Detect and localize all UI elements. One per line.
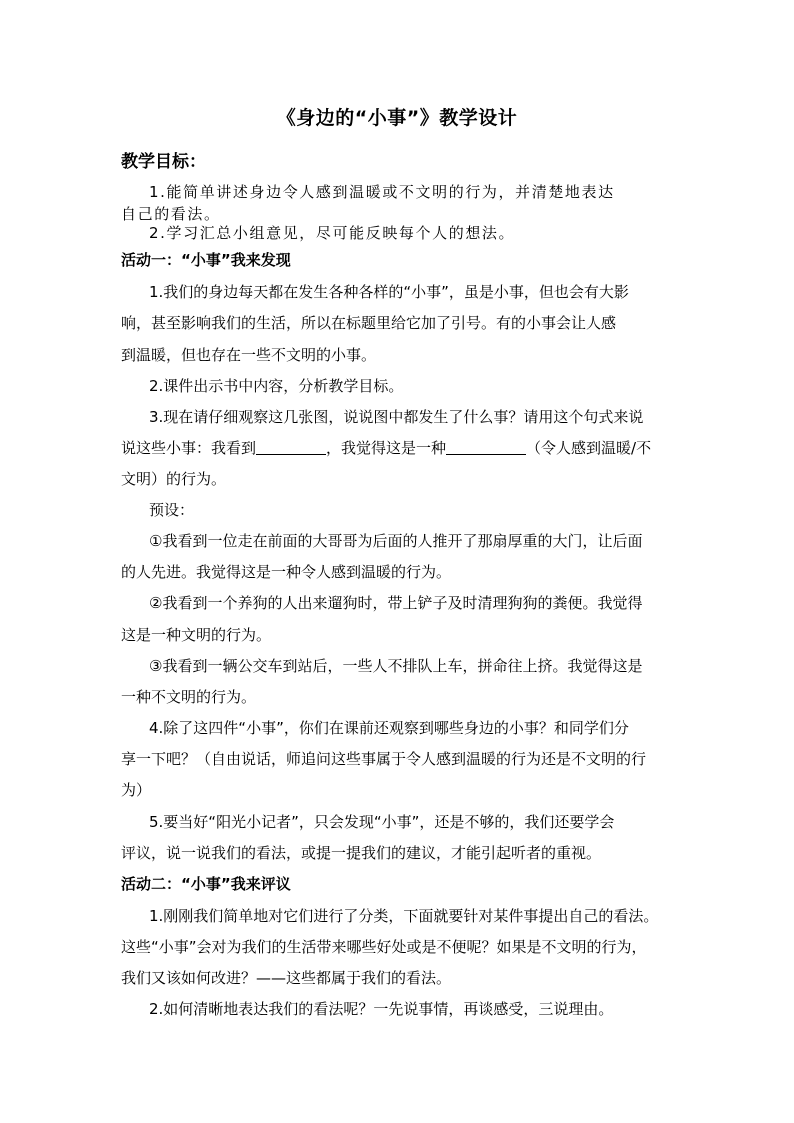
goal-1-line-1: 1.能简单讲述身边令人感到温暖或不文明的行为，并清楚地表达 xyxy=(149,183,615,201)
a1-p3-line-3: 文明）的行为。 xyxy=(121,470,227,488)
a1-p3-line-2 xyxy=(121,437,681,458)
a2-p2: 2.如何清晰地表达我们的看法呢？一先说事情，再谈感受，三说理由。 xyxy=(149,1000,614,1018)
example-3-line-1: ③我看到一辆公交车到站后，一些人不排队上车，拼命往上挤。我觉得这是 xyxy=(149,657,643,675)
fill-blank-1 xyxy=(256,440,326,455)
goals-heading: 教学目标： xyxy=(121,152,206,172)
activity-1-heading: 活动一：“小事”我来发现 xyxy=(121,251,291,269)
a1-p1-line-2: 响，甚至影响我们的生活，所以在标题里给它加了引号。有的小事会让人感 xyxy=(121,314,617,332)
fill-blank-2 xyxy=(446,440,526,455)
activity-2-heading: 活动二：“小事”我来评议 xyxy=(121,875,291,893)
example-2-line-1: ②我看到一个养狗的人出来遛狗时，带上铲子及时清理狗狗的粪便。我觉得 xyxy=(149,594,643,612)
a1-p1-line-3: 到温暖，但也存在一些不文明的小事。 xyxy=(121,346,377,364)
example-1-line-1: ①我看到一位走在前面的大哥哥为后面的人推开了那扇厚重的大门，让后面 xyxy=(149,532,643,550)
a1-p3-text-c: （令人感到温暖/不 xyxy=(526,439,652,457)
goal-1-line-2: 自己的看法。 xyxy=(121,205,221,223)
a1-p5-line-1: 5.要当好“阳光小记者”，只会发现“小事”，还是不够的，我们还要学会 xyxy=(149,813,615,831)
preset-label: 预设： xyxy=(149,501,195,519)
a2-p1-line-3: 我们又该如何改进？——这些都属于我们的看法。 xyxy=(121,969,452,987)
example-3-line-2: 一种不文明的行为。 xyxy=(121,688,257,706)
a1-p3-text-a: 说这些小事：我看到 xyxy=(121,439,257,457)
a1-p4-line-3: 为） xyxy=(121,781,152,799)
a1-p1-line-1: 1.我们的身边每天都在发生各种各样的“小事”，虽是小事，但也会有大影 xyxy=(149,283,629,301)
a1-p4-line-1: 4.除了这四件“小事”，你们在课前还观察到哪些身边的小事？和同学们分 xyxy=(149,719,629,737)
a1-p2: 2.课件出示书中内容，分析教学目标。 xyxy=(149,377,404,395)
a1-p4-line-2: 享一下吧？（自由说话，师追问这些事属于令人感到温暖的行为还是不文明的行 xyxy=(121,750,647,768)
a2-p1-line-1: 1.刚刚我们简单地对它们进行了分类，下面就要针对某件事提出自己的看法。 xyxy=(149,907,659,925)
example-2-line-2: 这是一种文明的行为。 xyxy=(121,626,272,644)
example-1-line-2: 的人先进。我觉得这是一种令人感到温暖的行为。 xyxy=(121,563,452,581)
goal-2: 2.学习汇总小组意见，尽可能反映每个人的想法。 xyxy=(149,224,516,242)
document-title: 《身边的“小事”》教学设计 xyxy=(276,107,518,129)
a1-p5-line-2: 评议，说一说我们的看法，或提一提我们的建议，才能引起听者的重视。 xyxy=(121,844,602,862)
a1-p3-text-b: ，我觉得这是一种 xyxy=(326,439,447,457)
a1-p3-line-1: 3.现在请仔细观察这几张图，说说图中都发生了什么事？请用这个句式来说 xyxy=(149,408,644,426)
a2-p1-line-2: 这些“小事”会对为我们的生活带来哪些好处或是不便呢？如果是不文明的行为， xyxy=(121,938,647,956)
